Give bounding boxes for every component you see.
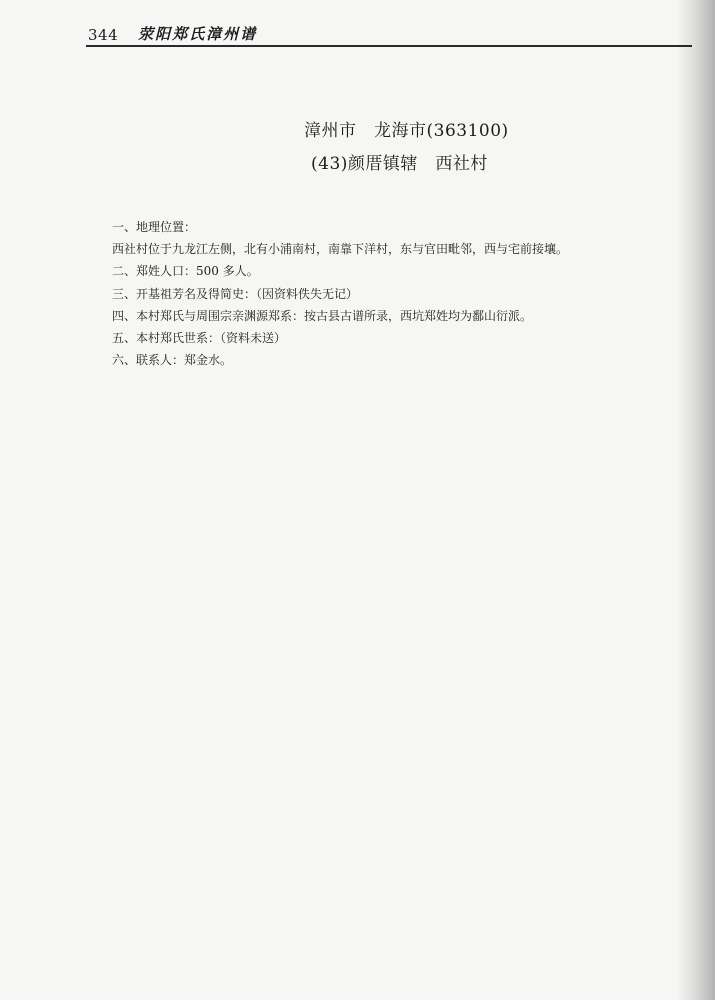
binding-edge-shadow [677, 0, 715, 1000]
body-line-location-label: 一、地理位置： [112, 220, 197, 234]
body-line-location-detail: 西社村位于九龙江左侧，北有小浦南村，南靠下洋村，东与官田毗邻，西与宅前接壤。 [112, 242, 569, 257]
location-heading: 漳州市 龙海市(363100) [304, 121, 509, 141]
body-line-genealogy: 五、本村郑氏世系：（资料未送） [112, 330, 287, 345]
village-heading: (43)颜厝镇辖 西社村 [311, 154, 488, 174]
body-line-population: 二、郑姓人口：500 多人。 [112, 264, 259, 279]
running-header [88, 18, 688, 44]
body-line-founder: 三、开基祖芳名及得简史：（因资料佚失无记） [112, 286, 359, 301]
body-text [112, 216, 692, 371]
body-line-contact: 六、联系人：郑金水。 [112, 353, 233, 368]
page-number: 344 [88, 26, 119, 44]
header-divider [86, 45, 692, 47]
book-title: 荥阳郑氏漳州谱 [138, 25, 258, 43]
body-line-lineage: 四、本村郑氏与周围宗亲渊源郑系：按古县古谱所录，西坑郑姓均为鄱山衍派。 [112, 308, 533, 323]
